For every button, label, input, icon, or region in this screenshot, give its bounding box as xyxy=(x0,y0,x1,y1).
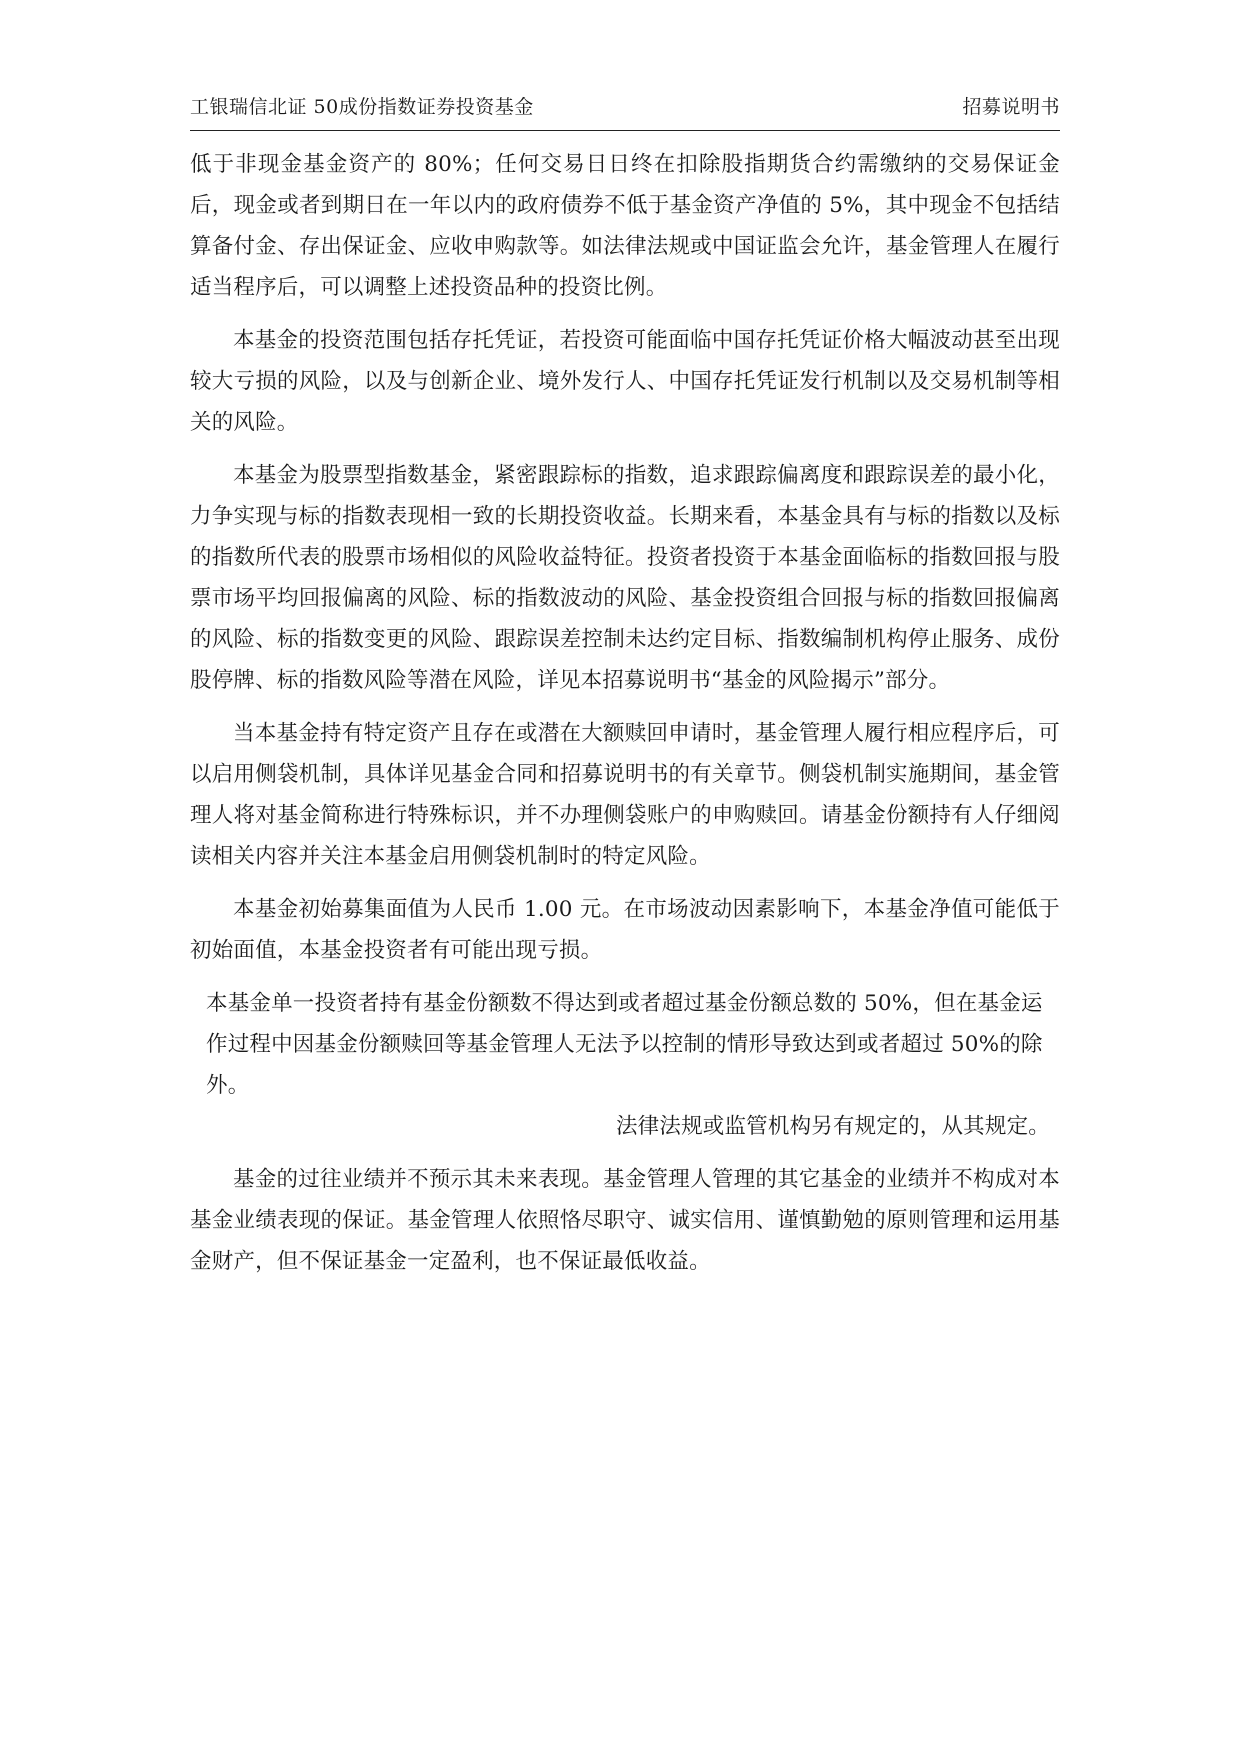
paragraph-initial-par-value: 本基金初始募集面值为人民币 1.00 元。在市场波动因素影响下，本基金净值可能低于初始面值，本基金投资者有可能出现亏损。 xyxy=(190,897,1060,963)
document-body xyxy=(190,144,1060,1294)
paragraph-side-pocket: 当本基金持有特定资产且存在或潜在大额赎回申请时，基金管理人履行相应程序后，可以启用侧袋机制，具体详见基金合同和招募说明书的有关章节。侧袋机制实施期间，基金管理人将对基金简称进行特殊标识，并不办理侧袋账户的申购赎回。请基金份额持有人仔细阅读相关内容并关注本基金启用侧袋机制时的特定风险。 xyxy=(190,721,1060,869)
paragraph-investment-ratio: 低于非现金基金资产的 80%；任何交易日日终在扣除股指期货合约需缴纳的交易保证金后，现金或者到期日在一年以内的政府债券不低于基金资产净值的 5%，其中现金不包括结算备付金、存出保证金、应收申购款等。如法律法规或中国证监会允许，基金管理人在履行适当程序后，可以调整上述投资品种的投资比例。 xyxy=(190,152,1060,300)
paragraph-single-investor-limit: 本基金单一投资者持有基金份额数不得达到或者超过基金份额总数的 50%，但在基金运作过程中因基金份额赎回等基金管理人无法予以控制的情形导致达到或者超过 50%的除外。 xyxy=(206,991,1043,1098)
document-type: 招募说明书 xyxy=(962,96,1060,118)
document-title: 工银瑞信北证 50成份指数证券投资基金 xyxy=(190,96,534,118)
paragraph-index-fund-risk: 本基金为股票型指数基金，紧密跟踪标的指数，追求跟踪偏离度和跟踪误差的最小化，力争实现与标的指数表现相一致的长期投资收益。长期来看，本基金具有与标的指数以及标的指数所代表的股票市场相似的风险收益特征。投资者投资于本基金面临标的指数回报与股票市场平均回报偏离的风险、标的指数波动的风险、基金投资组合回报与标的指数回报偏离的风险、标的指数变更的风险、跟踪误差控制未达约定目标、指数编制机构停止服务、成份股停牌、标的指数风险等潜在风险，详见本招募说明书“基金的风险揭示”部分。 xyxy=(190,463,1060,693)
paragraph-single-investor-limit-tail: 法律法规或监管机构另有规定的，从其规定。 xyxy=(615,1114,1050,1139)
paragraph-past-performance: 基金的过往业绩并不预示其未来表现。基金管理人管理的其它基金的业绩并不构成对本基金业绩表现的保证。基金管理人依照恪尽职守、诚实信用、谨慎勤勉的原则管理和运用基金财产，但不保证基金一定盈利，也不保证最低收益。 xyxy=(190,1167,1060,1274)
paragraph-depositary-receipts: 本基金的投资范围包括存托凭证，若投资可能面临中国存托凭证价格大幅波动甚至出现较大亏损的风险，以及与创新企业、境外发行人、中国存托凭证发行机制以及交易机制等相关的风险。 xyxy=(190,328,1060,435)
page-header xyxy=(190,84,1060,131)
